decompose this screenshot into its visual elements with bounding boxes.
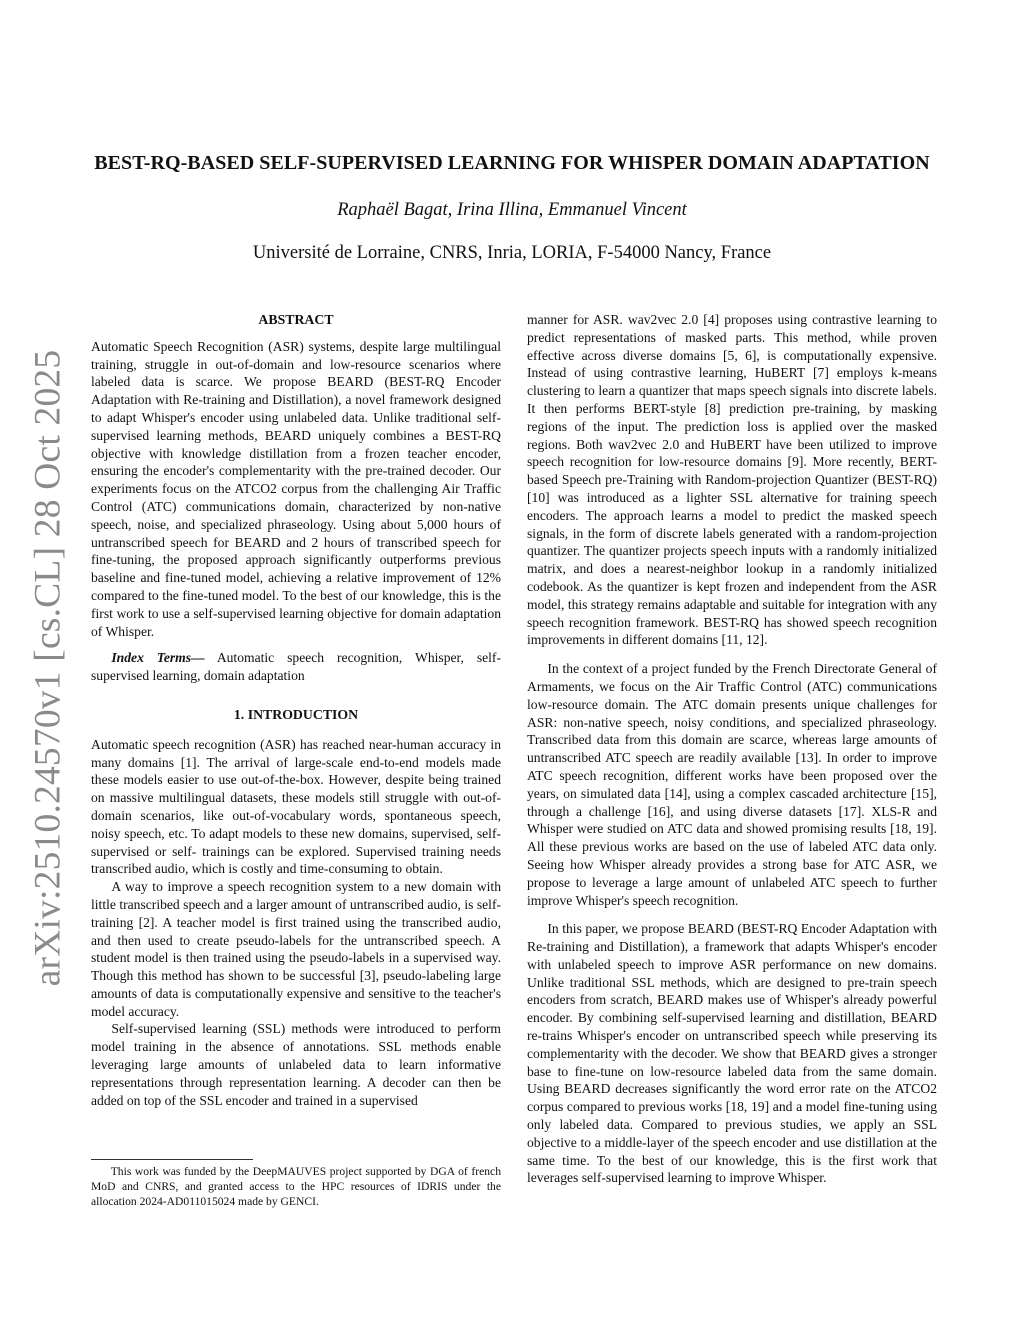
intro-paragraph-1: Automatic speech recognition (ASR) has reached near-human accuracy in many domains [1]. The arrival of large-scale end-to-end models made these models easier to use out-of-the-box. However, despite being trained on massive multilingual datasets, these models still struggle with out-of-domain scenarios, like out-of-vocabulary words, spontaneous speech, noisy speech, etc. To adapt models to these new domains, supervised, self-supervised or self- trainings can be explored. Supervised training needs transcribed audio, which is costly and time-consuming to obtain.	[91, 736, 501, 877]
arxiv-side-stamp	[22, 0, 74, 1325]
affiliation: Université de Lorraine, CNRS, Inria, LORIA, F-54000 Nancy, France	[252, 243, 772, 263]
intro-heading: 1. INTRODUCTION	[233, 706, 359, 722]
index-terms-label: Index Terms—	[111, 650, 205, 666]
intro-paragraph-3: Self-supervised learning (SSL) methods were introduced to perform model training in the absence of annotations. SSL methods enable leveraging large amounts of unlabeled data to learn informative representations through representation learning. A decoder can then be added on top of the SSL encoder and trained in a supervised	[91, 1021, 501, 1108]
right-paragraph-3: In this paper, we propose BEARD (BEST-RQ Encoder Adaptation with Re-training and Distillation), a framework that adapts Whisper's encoder with unlabeled speech to improve ASR performance on new domains. Unlike traditional SSL methods, which are designed to pre-train speech encoders from scratch, BEARD makes use of Whisper's already powerful encoder. By combining self-supervised learning and distillation, BEARD re-trains Whisper's encoder on untranscribed speech while preserving its complementarity with the decoder. We show that BEARD gives a stronger base to fine-tune on low-resource labeled data from the same domain. Using BEARD decreases significantly the word error rate on the ATCO2 corpus compared to previous works [18, 19] and a model fine-tuning using only labeled data. Compared to previous studies, we apply an SSL objective to a middle-layer of the speech encoder and use distillation at the same time. To the best of our knowledge, this is the first work that leverages self-supervised learning to improve Whisper.	[527, 921, 937, 1186]
right-column	[527, 311, 937, 1187]
left-column	[91, 311, 501, 1109]
right-paragraph-1: manner for ASR. wav2vec 2.0 [4] proposes using contrastive learning to predict representations of masked parts. This method, while proven effective across diverse domains [5, 6], is computationally expensive. Instead of using contrastive learning, HuBERT [7] employs k-means clustering to learn a quantizer that maps speech signals into discrete labels. It then performs BERT-style [8] prediction pre-training, by masking regions of the input. The prediction loss is applied over the masked regions. Both wav2vec 2.0 and HuBERT have been utilized to improve speech recognition for low-resource domains [9]. More recently, BERT-based Speech pre-Training with Random-projection Quantizer (BEST-RQ) [10] was introduced as a lighter SSL alternative for training speech encoders. The approach learns a model to predict the masked speech signals, in the form of discrete labels generated with a random-projection quantizer. The quantizer projects speech inputs with a randomly initialized matrix, and does a nearest-neighbor lookup in a randomly initialized codebook. As the quantizer is kept frozen and independent from the ASR model, this strategy remains adaptable and suitable for integration with any speech recognition framework. BEST-RQ has showed speech recognition improvements in different domains [11, 12].	[527, 312, 937, 648]
footnote-divider	[91, 1159, 253, 1160]
index-terms	[91, 649, 501, 685]
paper-title: BEST-RQ-BASED SELF-SUPERVISED LEARNING FOR WHISPER DOMAIN ADAPTATION	[94, 152, 930, 174]
intro-paragraph-2: A way to improve a speech recognition system to a new domain with little transcribed speech and a larger amount of untranscribed audio, is self-training [2]. A teacher model is first trained using the transcribed audio, and then used to create pseudo-labels for the untranscribed speech. A student model is then trained using the pseudo-labels in a supervised way. Though this method has shown to be successful [3], pseudo-labeling large amounts of data is computationally expensive and sensitive to the teacher's model accuracy.	[91, 879, 501, 1019]
arxiv-identifier: arXiv:2510.24570v1 [cs.CL] 28 Oct 2025	[27, 349, 69, 987]
footnote: This work was funded by the DeepMAUVES project supported by DGA of french MoD and CNRS, and granted access to the HPC resources of IDRIS under the allocation 2024-AD011015024 made by GENCI.	[91, 1165, 501, 1208]
index-terms-text: Automatic speech recognition, Whisper, self-supervised learning, domain adaptation	[91, 650, 501, 684]
author-list: Raphaël Bagat, Irina Illina, Emmanuel Vincent	[337, 200, 687, 220]
abstract-heading: ABSTRACT	[258, 312, 334, 327]
right-paragraph-2: In the context of a project funded by the French Directorate General of Armaments, we focus on the Air Traffic Control (ATC) communications low-resource domain. The ATC domain presents unique challenges for ASR: non-native speech, noisy conditions, and specialized phraseology. Transcribed data from this domain are scarce, whereas large amounts of untranscribed ATC speech are readily available [13]. In order to improve ATC speech recognition, different works have been proposed over the years, on simulated data [14], using a complex cascaded architecture [15], through a challenge [16], and using diverse datasets [17]. XLS-R and Whisper were studied on ATC data and showed promising results [18, 19]. All these previous works are based on the use of labeled ATC data only. Seeing how Whisper already provides a strong base for ATC ASR, we propose to leverage a large amount of unlabeled ATC speech to further improve Whisper's speech recognition.	[527, 661, 937, 908]
abstract-text: Automatic Speech Recognition (ASR) systems, despite large multilingual training, struggle in out-of-domain and low-resource scenarios where labeled data is scarce. We propose BEARD (BEST-RQ Encoder Adaptation with Re-training and Distillation), a novel framework designed to adapt Whisper's encoder using unlabeled data. Unlike traditional self-supervised learning methods, BEARD uniquely combines a BEST-RQ objective with knowledge distillation from a frozen teacher encoder, ensuring the encoder's complementarity with the pre-trained decoder. Our experiments focus on the ATCO2 corpus from the challenging Air Traffic Control (ATC) communications domain, characterized by non-native speech, noise, and specialized phraseology. Using about 5,000 hours of untranscribed speech for BEARD and 2 hours of transcribed speech for fine-tuning, the proposed approach significantly outperforms previous baseline and fine-tuned model, achieving a relative improvement of 12% compared to the fine-tuned model. To the best of our knowledge, this is the first work to use a self-supervised learning objective for domain adaptation of Whisper.	[91, 338, 501, 639]
